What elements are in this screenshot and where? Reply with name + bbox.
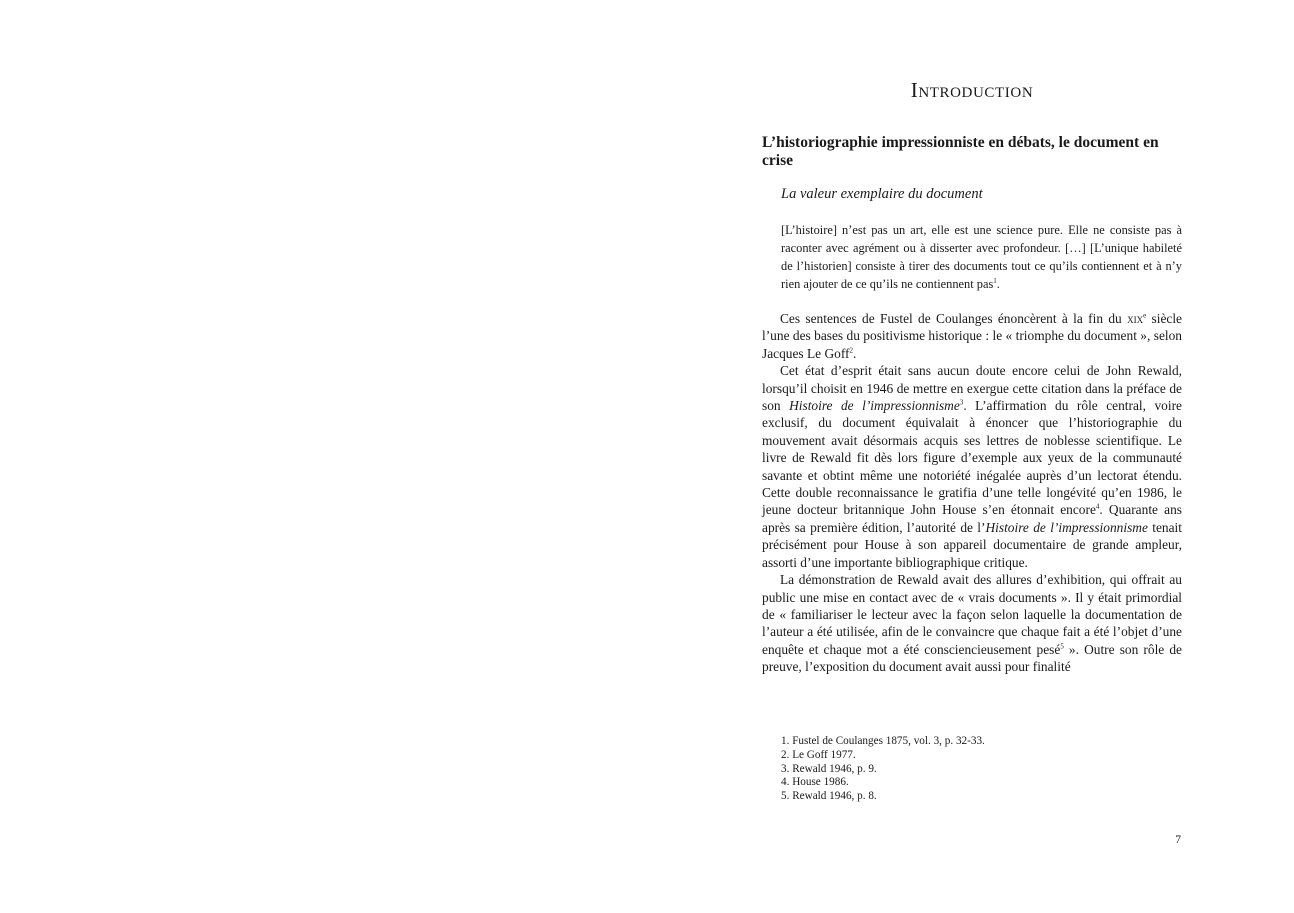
text-run: siècle l’une des bases du positivisme historique : le « triomphe du document », selon Jacques Le Goff — [762, 311, 1182, 361]
paragraph-2 — [762, 362, 1182, 571]
text-run: tenait précisément pour House à son appareil documentaire de grande ampleur, assorti d’une importante bibliographique critique. — [762, 519, 1182, 570]
footnote-item — [781, 735, 1181, 749]
section-heading: L’historiographie impressionniste en débats, le document en crise — [762, 134, 1159, 169]
footnotes-list — [781, 735, 1181, 804]
footnote-number: 5. — [781, 790, 790, 803]
chapter-title: Introduction — [910, 78, 1034, 102]
epigraph-text: [L’histoire] n’est pas un art, elle est une science pure. Elle ne consiste pas à raconter avec agrément ou à disserter avec profondeur. […] [L’unique habileté de l’historien] consiste à tirer des documents tout ce qu’ils contiennent et à n’y rien ajouter de ce qu’ils ne contiennent pas — [781, 223, 1182, 291]
text-run: La démonstration de Rewald avait des allures d’exhibition, qui offrait au public une mise en contact avec de « vrais documents ». Il y était primordial de « familiariser le lecteur avec la façon selon laquelle la documentation de l’auteur a été utilisée, afin de le convaincre que chaque fait a été l’objet d’une enquête et chaque mot a été consciencieusement pesé — [762, 572, 1182, 657]
footnote-number: 4. — [781, 776, 790, 789]
footnote-ref[interactable]: 1 — [993, 276, 997, 285]
footnote-number: 2. — [781, 748, 790, 761]
footnote-text: Le Goff 1977. — [792, 748, 856, 761]
text-run: . — [853, 345, 857, 361]
footnote-text: Rewald 1946, p. 9. — [792, 762, 877, 775]
text-run: Cet état d’esprit était sans aucun doute encore celui de John Rewald, lorsqu’il choisit en 1946 de mettre en exergue cette citation dans la préface de son — [762, 363, 1182, 414]
paragraph-3 — [762, 571, 1182, 675]
page-number: 7 — [1175, 834, 1181, 846]
footnote-item — [781, 790, 1181, 804]
footnote-ref[interactable]: 4 — [1095, 503, 1100, 511]
century-numeral: xix — [1127, 311, 1144, 326]
footnote-ref[interactable]: 2 — [849, 346, 854, 355]
footnote-ref[interactable]: 3 — [959, 398, 964, 407]
text-run: ». Outre son rôle de preuve, l’exposition du document avait aussi pour finalité — [762, 641, 1182, 675]
text-run: . L’affirmation du rôle central, voire exclusif, du document équivalait à énoncer que l’historiographie du mouvement avait désormais acquis ses lettres de noblesse scientifique. Le livre de Rewald fit dès lors figure d’exemple aux yeux de la communauté savante et obtint même une notoriété inégalée auprès d’un lectorat étendu. Cette double reconnaissance le gratifia d’une telle longévité qu’en 1986, le jeune docteur britannique John House s’en étonnait encore — [762, 398, 1182, 518]
footnote-item — [781, 763, 1181, 777]
body-text — [762, 310, 1182, 676]
book-title: Histoire de l’impressionnisme — [789, 398, 960, 414]
footnote-text: Rewald 1946, p. 8. — [792, 790, 877, 803]
epigraph-end: . — [996, 277, 1000, 291]
footnote-text: House 1986. — [792, 776, 849, 789]
footnote-number: 3. — [781, 762, 790, 775]
book-title: Histoire de l’impressionnisme — [985, 519, 1148, 535]
footnote-item — [781, 749, 1181, 763]
subsection-heading: La valeur exemplaire du document — [781, 186, 983, 202]
footnote-ref[interactable]: 5 — [1060, 642, 1064, 651]
text-run: . Quarante ans après sa première édition, l’autorité de l’ — [762, 502, 1182, 535]
paragraph-1 — [762, 310, 1182, 362]
footnote-text: Fustel de Coulanges 1875, vol. 3, p. 32-33. — [792, 735, 985, 747]
epigraph-quote — [781, 221, 1182, 293]
century-suffix: e — [1143, 311, 1147, 320]
footnote-number: 1. — [781, 735, 790, 747]
text-run: Ces sentences de Fustel de Coulanges énoncèrent à la fin du — [780, 311, 1128, 326]
footnote-item — [781, 776, 1181, 790]
